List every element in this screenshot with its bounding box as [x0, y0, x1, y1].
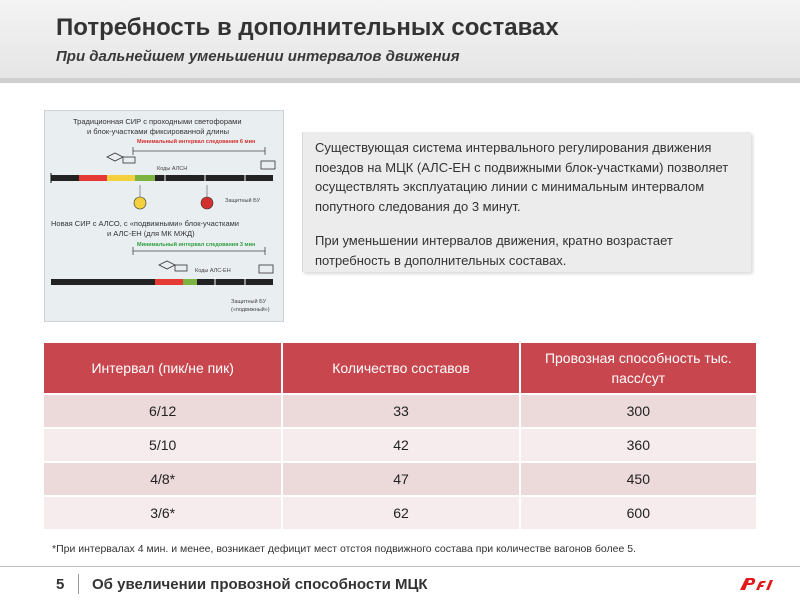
info-paragraph-1: Существующая система интервального регулирования движения поездов на МЦК (АЛС-ЕН с подвижными блок-участками) позволяет осуществлять эксплуатацию линии с минимальным интервалом попутного следования до 3 минут. — [315, 140, 729, 214]
table-row — [44, 462, 756, 496]
slide-header — [0, 0, 800, 83]
cell-interval: 3/6* — [44, 496, 282, 529]
diagram-codes-alsn: Коды АЛСН — [157, 166, 188, 172]
footer-separator — [78, 574, 79, 594]
diagram-protect-block-2-moving: («подвижный») — [231, 307, 270, 313]
cell-interval: 4/8* — [44, 462, 282, 496]
table-header-row — [44, 343, 756, 394]
cell-interval: 6/12 — [44, 394, 282, 428]
cell-trains: 62 — [282, 496, 519, 529]
diagram-protect-block-1: Защитный БУ — [225, 198, 261, 204]
table-row — [44, 428, 756, 462]
cell-trains: 47 — [282, 462, 519, 496]
cell-capacity: 450 — [520, 462, 756, 496]
footnote: *При интервалах 4 мин. и менее, возникает дефицит мест отстоя подвижного состава при количестве вагонов более 5. — [52, 543, 636, 555]
trains-table — [44, 343, 756, 529]
page-number: 5 — [56, 576, 65, 593]
header-capacity: Провозная способность тыс. пасс/сут — [520, 343, 756, 394]
diagram-green-note: Минимальный интервал следования 3 мин — [137, 242, 256, 248]
header-interval: Интервал (пик/не пик) — [44, 343, 282, 394]
cell-trains: 33 — [282, 394, 519, 428]
diagram-label-fixed-blocks: и блок-участками фиксированной длины — [87, 127, 229, 136]
diagram-label-alsen: и АЛС-ЕН (для МК МЖД) — [107, 229, 195, 238]
diagram-red-note: Минимальный интервал следования 6 мин — [137, 139, 256, 145]
cell-interval: 5/10 — [44, 428, 282, 462]
cell-capacity: 600 — [520, 496, 756, 529]
rzd-logo-icon — [736, 574, 776, 594]
footer-divider — [0, 566, 800, 567]
track-drawing — [45, 111, 283, 321]
footer-title: Об увеличении провозной способности МЦК — [92, 576, 428, 593]
page-title: Потребность в дополнительных составах — [56, 14, 559, 41]
page-subtitle: При дальнейшем уменьшении интервалов движения — [56, 48, 460, 65]
diagram-label-new: Новая СИР с АЛСО, с «подвижными» блок-участками — [51, 219, 239, 228]
diagram-codes-alsen: Коды АЛС-ЕН — [195, 268, 231, 274]
info-box — [302, 132, 751, 272]
diagram-label-traditional: Традиционная СИР с проходными светофорами — [73, 117, 242, 126]
cell-capacity: 300 — [520, 394, 756, 428]
signalling-diagram — [44, 110, 284, 322]
cell-trains: 42 — [282, 428, 519, 462]
table-row — [44, 496, 756, 529]
diagram-protect-block-2: Защитный БУ — [231, 299, 267, 305]
header-trains: Количество составов — [282, 343, 519, 394]
info-paragraph-2: При уменьшении интервалов движения, кратно возрастает потребность в дополнительных составах. — [315, 233, 673, 268]
cell-capacity: 360 — [520, 428, 756, 462]
table-row — [44, 394, 756, 428]
